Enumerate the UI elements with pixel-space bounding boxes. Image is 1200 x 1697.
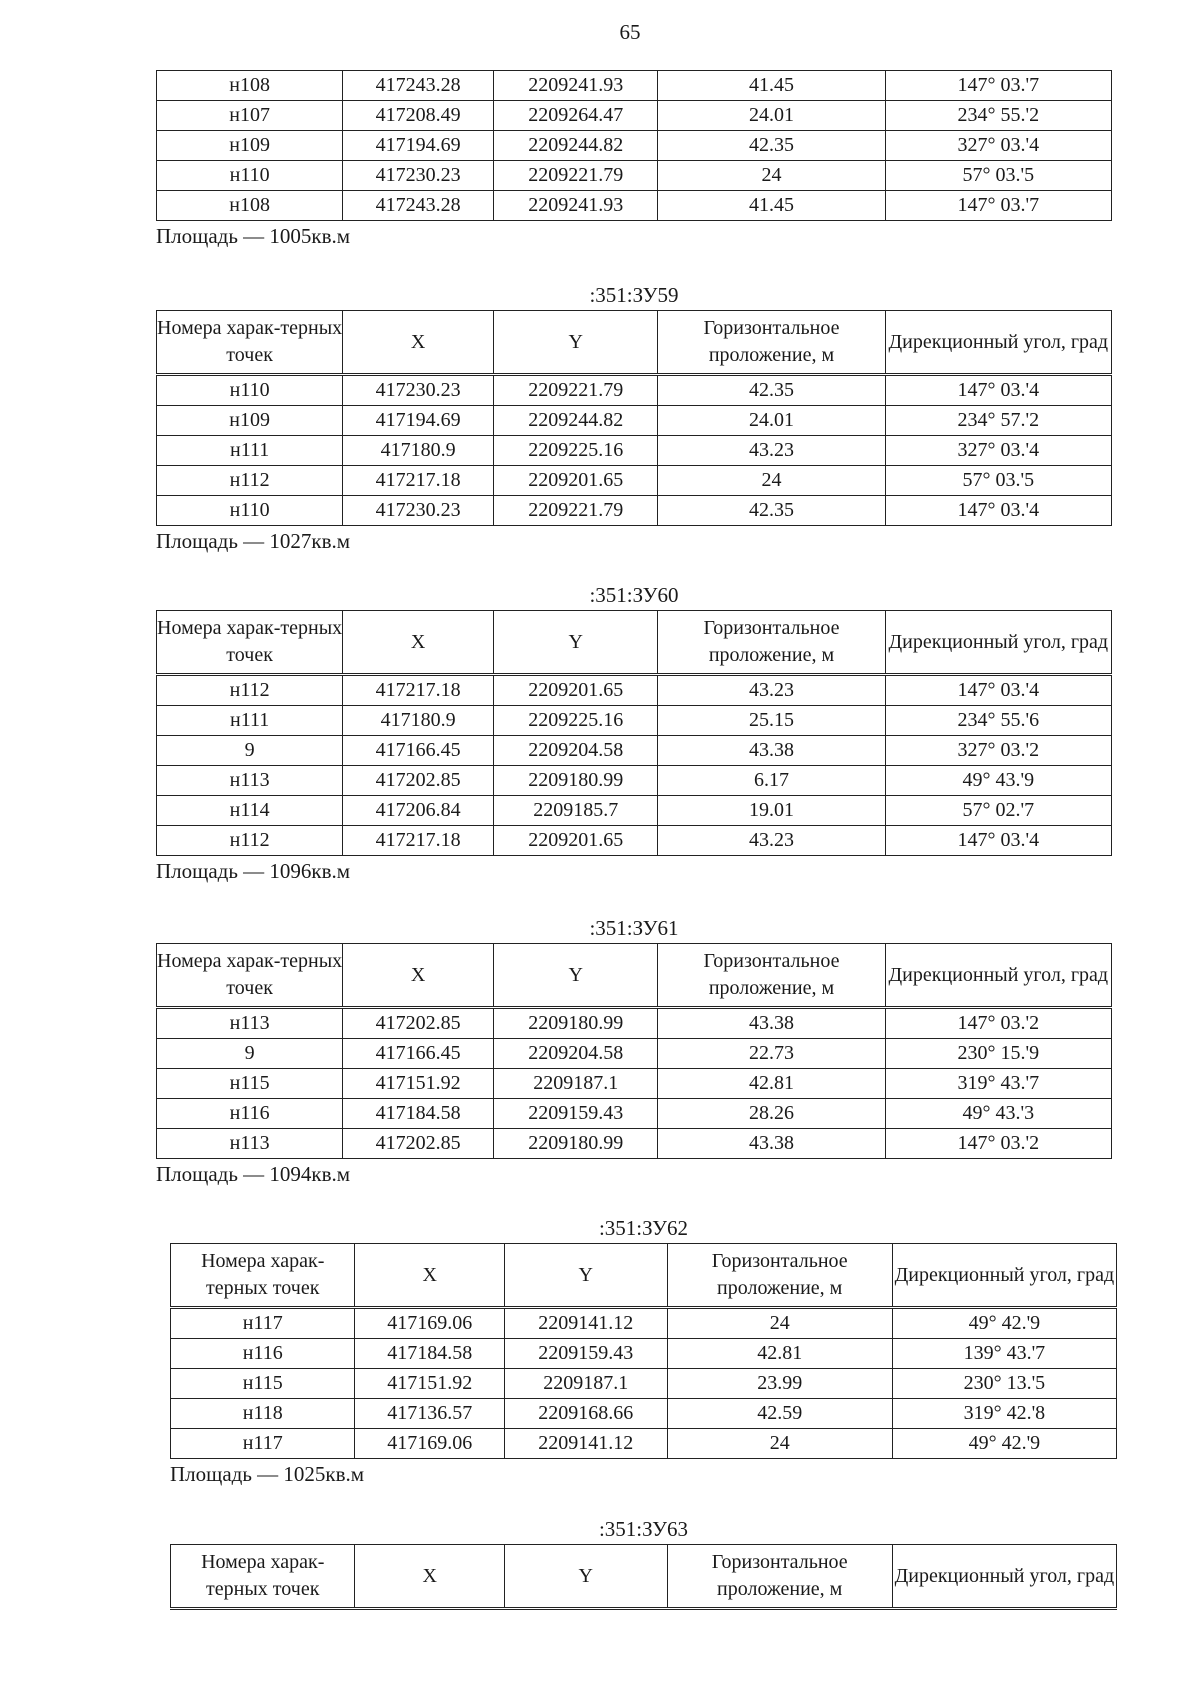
column-header-point: Номера харак-терных точек — [171, 1545, 355, 1609]
x-cell: 417230.23 — [343, 375, 494, 406]
y-cell: 2209141.12 — [504, 1429, 667, 1459]
column-header-distance: Горизонтальное проложение, м — [667, 1545, 892, 1609]
table-header-row — [157, 944, 1112, 1008]
y-cell: 2209264.47 — [494, 101, 658, 131]
y-cell: 2209201.65 — [494, 675, 658, 706]
table-row — [157, 131, 1112, 161]
distance-cell: 41.45 — [658, 71, 885, 101]
point-cell: н112 — [157, 466, 343, 496]
distance-cell: 28.26 — [658, 1099, 885, 1129]
y-cell: 2209225.16 — [494, 706, 658, 736]
x-cell: 417184.58 — [343, 1099, 494, 1129]
point-cell: н117 — [171, 1308, 355, 1339]
table-header-row — [171, 1545, 1117, 1609]
point-cell: н117 — [171, 1429, 355, 1459]
y-cell: 2209180.99 — [494, 766, 658, 796]
parcel-section — [156, 280, 1112, 556]
distance-cell: 42.81 — [658, 1069, 885, 1099]
y-cell: 2209180.99 — [494, 1129, 658, 1159]
column-header-x: X — [355, 1244, 504, 1308]
angle-cell: 230° 15.'9 — [885, 1039, 1111, 1069]
angle-cell: 319° 42.'8 — [892, 1399, 1116, 1429]
table-row — [157, 375, 1112, 406]
table-row — [157, 71, 1112, 101]
column-header-x: X — [343, 944, 494, 1008]
x-cell: 417230.23 — [343, 161, 494, 191]
column-header-x: X — [343, 611, 494, 675]
distance-cell: 43.23 — [658, 826, 885, 856]
y-cell: 2209187.1 — [504, 1369, 667, 1399]
angle-cell: 147° 03.'4 — [885, 675, 1111, 706]
point-cell: н110 — [157, 375, 343, 406]
area-label: Площадь — 1005кв.м — [156, 224, 351, 248]
distance-cell: 43.38 — [658, 1129, 885, 1159]
table-row — [157, 736, 1112, 766]
table-row — [157, 826, 1112, 856]
angle-cell: 230° 13.'5 — [892, 1369, 1116, 1399]
point-cell: н108 — [157, 191, 343, 221]
x-cell: 417230.23 — [343, 496, 494, 526]
distance-cell: 43.23 — [658, 436, 885, 466]
x-cell: 417217.18 — [343, 675, 494, 706]
column-header-point: Номера харак-терных точек — [171, 1244, 355, 1308]
column-header-x: X — [355, 1545, 504, 1609]
distance-cell: 24 — [658, 161, 885, 191]
point-cell: н113 — [157, 1008, 343, 1039]
table-row — [157, 496, 1112, 526]
distance-cell: 43.38 — [658, 736, 885, 766]
table-row — [157, 1008, 1112, 1039]
x-cell: 417166.45 — [343, 1039, 494, 1069]
distance-cell: 42.81 — [667, 1339, 892, 1369]
x-cell: 417202.85 — [343, 1008, 494, 1039]
table-row — [157, 466, 1112, 496]
point-cell: н113 — [157, 766, 343, 796]
parcel-caption: :351:ЗУ60 — [589, 583, 679, 607]
coordinates-table — [170, 1544, 1117, 1610]
x-cell: 417194.69 — [343, 406, 494, 436]
angle-cell: 234° 57.'2 — [885, 406, 1111, 436]
angle-cell: 139° 43.'7 — [892, 1339, 1116, 1369]
y-cell: 2209241.93 — [494, 71, 658, 101]
point-cell: н112 — [157, 826, 343, 856]
table-row — [157, 706, 1112, 736]
point-cell: н108 — [157, 71, 343, 101]
y-cell: 2209225.16 — [494, 436, 658, 466]
point-cell: н110 — [157, 496, 343, 526]
x-cell: 417243.28 — [343, 191, 494, 221]
angle-cell: 57° 03.'5 — [885, 466, 1111, 496]
angle-cell: 327° 03.'2 — [885, 736, 1111, 766]
distance-cell: 42.35 — [658, 375, 885, 406]
coordinates-table — [156, 310, 1112, 526]
y-cell: 2209141.12 — [504, 1308, 667, 1339]
coordinates-table — [156, 70, 1112, 221]
angle-cell: 147° 03.'7 — [885, 191, 1111, 221]
x-cell: 417136.57 — [355, 1399, 504, 1429]
distance-cell: 24.01 — [658, 101, 885, 131]
parcel-caption: :351:ЗУ63 — [598, 1517, 689, 1541]
parcel-section — [156, 913, 1112, 1189]
parcel-section — [156, 580, 1112, 886]
table-row — [171, 1399, 1117, 1429]
distance-cell: 41.45 — [658, 191, 885, 221]
distance-cell: 43.23 — [658, 675, 885, 706]
table-header-row — [171, 1244, 1117, 1308]
column-header-y: Y — [494, 311, 658, 375]
table-row — [157, 796, 1112, 826]
point-cell: н109 — [157, 406, 343, 436]
column-header-point: Номера харак-терных точек — [157, 311, 343, 375]
distance-cell: 24.01 — [658, 406, 885, 436]
table-header-row — [157, 311, 1112, 375]
point-cell: н110 — [157, 161, 343, 191]
y-cell: 2209201.65 — [494, 466, 658, 496]
coordinates-table — [156, 610, 1112, 856]
point-cell: н111 — [157, 436, 343, 466]
distance-cell: 22.73 — [658, 1039, 885, 1069]
parcel-caption: :351:ЗУ59 — [589, 283, 679, 307]
angle-cell: 57° 03.'5 — [885, 161, 1111, 191]
column-header-x: X — [343, 311, 494, 375]
x-cell: 417217.18 — [343, 826, 494, 856]
table-row — [171, 1339, 1117, 1369]
x-cell: 417169.06 — [355, 1429, 504, 1459]
x-cell: 417194.69 — [343, 131, 494, 161]
angle-cell: 234° 55.'6 — [885, 706, 1111, 736]
x-cell: 417180.9 — [343, 706, 494, 736]
table-row — [157, 191, 1112, 221]
x-cell: 417169.06 — [355, 1308, 504, 1339]
point-cell: н115 — [171, 1369, 355, 1399]
angle-cell: 147° 03.'7 — [885, 71, 1111, 101]
point-cell: н112 — [157, 675, 343, 706]
y-cell: 2209221.79 — [494, 375, 658, 406]
area-label: Площадь — 1094кв.м — [156, 1162, 351, 1186]
y-cell: 2209221.79 — [494, 161, 658, 191]
table-row — [171, 1308, 1117, 1339]
x-cell: 417202.85 — [343, 1129, 494, 1159]
angle-cell: 147° 03.'2 — [885, 1129, 1111, 1159]
distance-cell: 43.38 — [658, 1008, 885, 1039]
distance-cell: 6.17 — [658, 766, 885, 796]
column-header-y: Y — [504, 1545, 667, 1609]
y-cell: 2209159.43 — [494, 1099, 658, 1129]
table-row — [157, 675, 1112, 706]
column-header-distance: Горизонтальное проложение, м — [658, 611, 885, 675]
column-header-angle: Дирекционный угол, град — [885, 944, 1111, 1008]
y-cell: 2209241.93 — [494, 191, 658, 221]
table-row — [157, 406, 1112, 436]
page-number: 65 — [619, 20, 641, 44]
table-row — [157, 1099, 1112, 1129]
distance-cell: 24 — [658, 466, 885, 496]
point-cell: н109 — [157, 131, 343, 161]
point-cell: н111 — [157, 706, 343, 736]
point-cell: н116 — [157, 1099, 343, 1129]
parcel-caption: :351:ЗУ62 — [598, 1216, 689, 1240]
parcel-section — [170, 1514, 1117, 1610]
table-row — [157, 101, 1112, 131]
distance-cell: 42.35 — [658, 131, 885, 161]
angle-cell: 234° 55.'2 — [885, 101, 1111, 131]
table-row — [157, 1039, 1112, 1069]
angle-cell: 57° 02.'7 — [885, 796, 1111, 826]
angle-cell: 147° 03.'4 — [885, 375, 1111, 406]
column-header-distance: Горизонтальное проложение, м — [667, 1244, 892, 1308]
y-cell: 2209204.58 — [494, 736, 658, 766]
y-cell: 2209168.66 — [504, 1399, 667, 1429]
angle-cell: 49° 42.'9 — [892, 1429, 1116, 1459]
table-header-row — [157, 611, 1112, 675]
distance-cell: 24 — [667, 1429, 892, 1459]
point-cell: 9 — [157, 1039, 343, 1069]
table-row — [157, 766, 1112, 796]
point-cell: н113 — [157, 1129, 343, 1159]
x-cell: 417217.18 — [343, 466, 494, 496]
y-cell: 2209159.43 — [504, 1339, 667, 1369]
angle-cell: 147° 03.'4 — [885, 496, 1111, 526]
angle-cell: 147° 03.'4 — [885, 826, 1111, 856]
x-cell: 417243.28 — [343, 71, 494, 101]
coordinates-table — [156, 943, 1112, 1159]
distance-cell: 19.01 — [658, 796, 885, 826]
column-header-angle: Дирекционный угол, град — [885, 611, 1111, 675]
table-row — [157, 1129, 1112, 1159]
area-label: Площадь — 1025кв.м — [170, 1462, 365, 1486]
point-cell: н116 — [171, 1339, 355, 1369]
column-header-point: Номера харак-терных точек — [157, 944, 343, 1008]
angle-cell: 319° 43.'7 — [885, 1069, 1111, 1099]
distance-cell: 42.59 — [667, 1399, 892, 1429]
y-cell: 2209244.82 — [494, 406, 658, 436]
y-cell: 2209244.82 — [494, 131, 658, 161]
y-cell: 2209187.1 — [494, 1069, 658, 1099]
angle-cell: 147° 03.'2 — [885, 1008, 1111, 1039]
angle-cell: 49° 43.'9 — [885, 766, 1111, 796]
point-cell: н118 — [171, 1399, 355, 1429]
distance-cell: 24 — [667, 1308, 892, 1339]
column-header-angle: Дирекционный угол, град — [892, 1545, 1116, 1609]
table-row — [157, 436, 1112, 466]
angle-cell: 49° 43.'3 — [885, 1099, 1111, 1129]
x-cell: 417151.92 — [355, 1369, 504, 1399]
angle-cell: 327° 03.'4 — [885, 131, 1111, 161]
column-header-distance: Горизонтальное проложение, м — [658, 311, 885, 375]
table-row — [171, 1369, 1117, 1399]
table-row — [171, 1429, 1117, 1459]
table-row — [157, 161, 1112, 191]
distance-cell: 42.35 — [658, 496, 885, 526]
x-cell: 417180.9 — [343, 436, 494, 466]
column-header-y: Y — [504, 1244, 667, 1308]
angle-cell: 49° 42.'9 — [892, 1308, 1116, 1339]
column-header-distance: Горизонтальное проложение, м — [658, 944, 885, 1008]
point-cell: 9 — [157, 736, 343, 766]
y-cell: 2209180.99 — [494, 1008, 658, 1039]
column-header-y: Y — [494, 944, 658, 1008]
x-cell: 417208.49 — [343, 101, 494, 131]
table-row — [157, 1069, 1112, 1099]
column-header-y: Y — [494, 611, 658, 675]
parcel-caption: :351:ЗУ61 — [589, 916, 679, 940]
y-cell: 2209221.79 — [494, 496, 658, 526]
column-header-angle: Дирекционный угол, град — [892, 1244, 1116, 1308]
x-cell: 417202.85 — [343, 766, 494, 796]
area-label: Площадь — 1027кв.м — [156, 529, 351, 553]
y-cell: 2209201.65 — [494, 826, 658, 856]
distance-cell: 25.15 — [658, 706, 885, 736]
parcel-section — [156, 70, 1112, 251]
parcel-section — [170, 1213, 1117, 1489]
x-cell: 417206.84 — [343, 796, 494, 826]
point-cell: н107 — [157, 101, 343, 131]
angle-cell: 327° 03.'4 — [885, 436, 1111, 466]
area-label: Площадь — 1096кв.м — [156, 859, 351, 883]
coordinates-table — [170, 1243, 1117, 1459]
y-cell: 2209185.7 — [494, 796, 658, 826]
column-header-point: Номера харак-терных точек — [157, 611, 343, 675]
x-cell: 417166.45 — [343, 736, 494, 766]
x-cell: 417151.92 — [343, 1069, 494, 1099]
point-cell: н114 — [157, 796, 343, 826]
distance-cell: 23.99 — [667, 1369, 892, 1399]
y-cell: 2209204.58 — [494, 1039, 658, 1069]
point-cell: н115 — [157, 1069, 343, 1099]
x-cell: 417184.58 — [355, 1339, 504, 1369]
column-header-angle: Дирекционный угол, град — [885, 311, 1111, 375]
